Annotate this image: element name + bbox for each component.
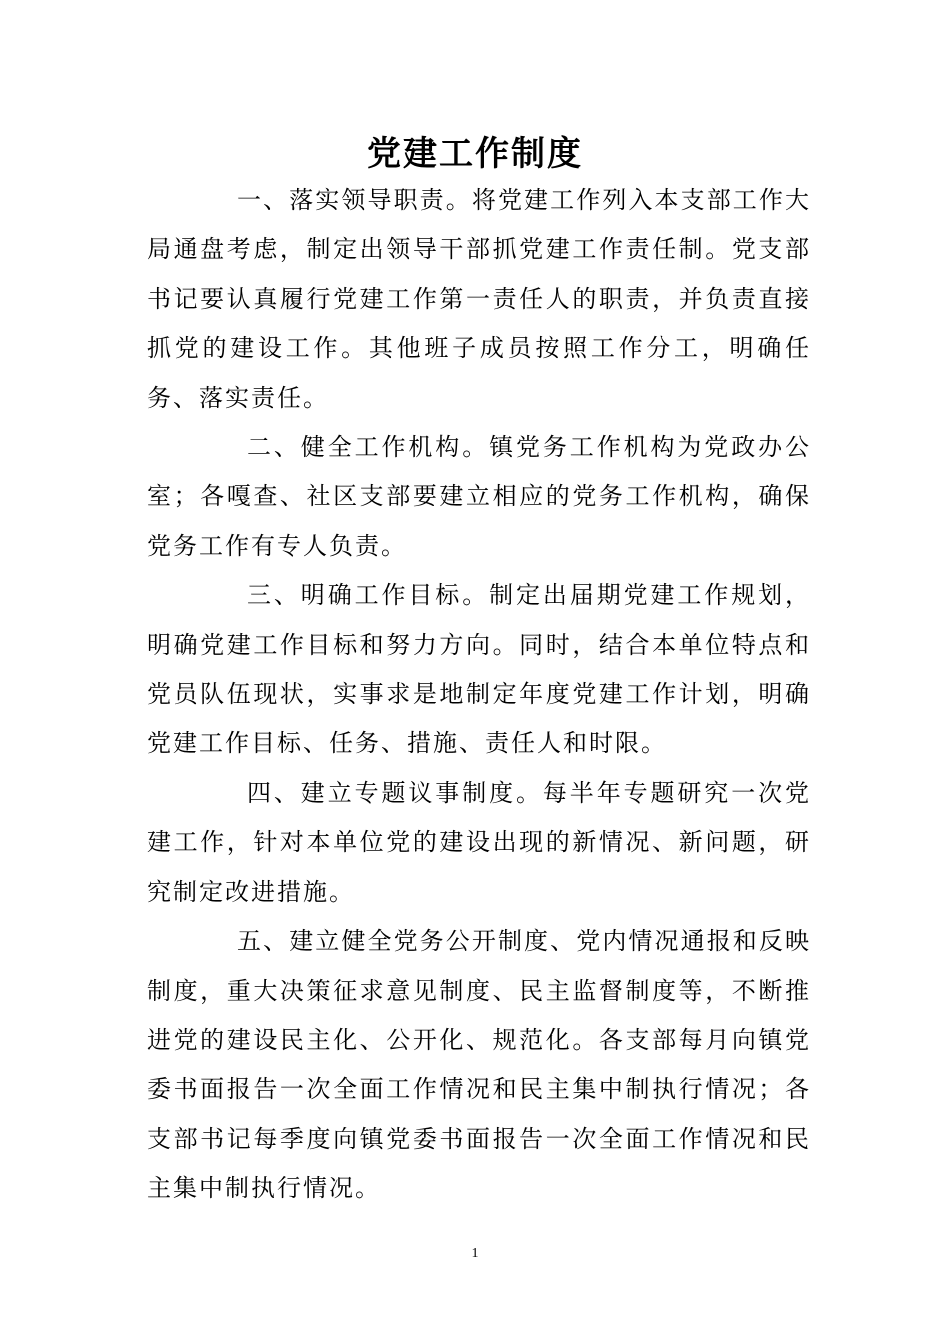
paragraph-4: 四、建立专题议事制度。每半年专题研究一次党建工作，针对本单位党的建设出现的新情况、新问题，研究制定改进措施。 [147,778,811,906]
page-number: 1 [471,1246,479,1261]
document-title: 党建工作制度 [367,134,583,174]
paragraph-2: 二、健全工作机构。镇党务工作机构为党政办公室；各嘎查、社区支部要建立相应的党务工作机构，确保党务工作有专人负责。 [147,433,811,560]
paragraph-3: 三、明确工作目标。制定出届期党建工作规划，明确党建工作目标和努力方向。同时，结合本单位特点和党员队伍现状，实事求是地制定年度党建工作计划，明确党建工作目标、任务、措施、责任人和时限。 [147,581,811,758]
document-body [147,176,811,1214]
paragraph-1: 一、落实领导职责。将党建工作列入本支部工作大局通盘考虑，制定出领导干部抓党建工作责任制。党支部书记要认真履行党建工作第一责任人的职责，并负责直接抓党的建设工作。其他班子成员按照工作分工，明确任务、落实责任。 [147,186,811,412]
paragraph-5: 五、建立健全党务公开制度、党内情况通报和反映制度，重大决策征求意见制度、民主监督制度等，不断推进党的建设民主化、公开化、规范化。各支部每月向镇党委书面报告一次全面工作情况和民主集中制执行情况；各支部书记每季度向镇党委书面报告一次全面工作情况和民主集中制执行情况。 [147,927,811,1203]
